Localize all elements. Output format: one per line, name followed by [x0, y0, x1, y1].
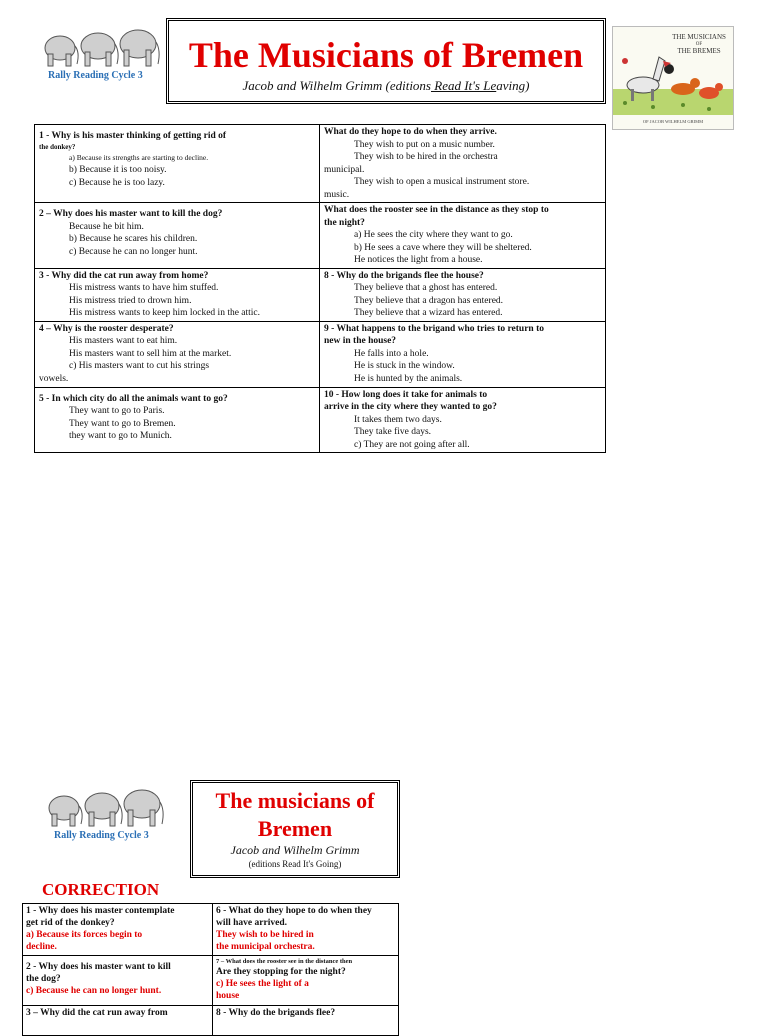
- subtitle-prefix: Jacob and Wilhelm Grimm (editions: [242, 78, 431, 93]
- correction-7-a2: house: [216, 991, 240, 1001]
- question-6-text: What do they hope to do when they arrive.: [324, 127, 497, 137]
- correction-2-q1: 2 - Why does his master want to kill: [26, 962, 171, 972]
- correction-6-a1: They wish to be hired in: [216, 930, 314, 940]
- correction-8-q1: 8 - Why do the brigands flee?: [216, 1008, 336, 1018]
- answer-3a: His mistress wants to have him stuffed.: [69, 283, 219, 293]
- subtitle-link: Read It's Le: [431, 78, 497, 93]
- correction-title-line2: Bremen: [257, 816, 333, 841]
- correction-3-q1: 3 – Why did the cat run away from: [26, 1008, 168, 1018]
- page-title: The Musicians of Bremen: [188, 35, 584, 75]
- cover-title-line2: OF: [695, 42, 703, 47]
- answer-8b: They believe that a dragon has entered.: [354, 295, 504, 306]
- answer-5c: they want to go to Munich.: [69, 431, 172, 441]
- correction-8-cell: [213, 1006, 399, 1036]
- answer-7b: b) He sees a cave where they will be sheltered.: [354, 242, 532, 253]
- question-4-text: 4 – Why is the rooster desperate?: [39, 323, 174, 334]
- answer-6a: They wish to put on a music number.: [354, 139, 495, 150]
- question-10-text-cont: arrive in the city where they wanted to go?: [324, 402, 497, 412]
- answer-10a: It takes them two days.: [354, 414, 442, 425]
- elephants-logo: [40, 22, 162, 72]
- correction-row: [23, 904, 399, 956]
- correction-6-a2: the municipal orchestra.: [216, 942, 315, 952]
- question-10-text: 10 - How long does it take for animals to: [324, 389, 488, 400]
- quiz-row: [35, 268, 606, 321]
- correction-1-cell: [23, 904, 213, 956]
- question-5-cell: [35, 387, 320, 453]
- elephants-logo-correction: [44, 782, 166, 832]
- question-8-text: 8 - Why do the brigands flee the house?: [324, 270, 484, 281]
- correction-title-box: [190, 780, 400, 878]
- question-7-cell: [320, 203, 606, 269]
- answer-10b: They take five days.: [354, 427, 432, 437]
- question-8-cell: [320, 268, 606, 321]
- question-9-text: 9 - What happens to the brigand who tries to return to: [324, 323, 545, 334]
- correction-7-q-small: 7 – What does the rooster see in the distance then: [216, 958, 353, 965]
- correction-6-q1: 6 - What do they hope to do when they: [216, 906, 372, 916]
- question-7-text-cont: the night?: [324, 217, 365, 228]
- answer-3c: His mistress wants to keep him locked in the attic.: [69, 308, 261, 318]
- quiz-row: [35, 125, 606, 203]
- answer-1c: c) Because he is too lazy.: [69, 177, 165, 188]
- quiz-table: [34, 124, 606, 453]
- correction-7-a1: c) He sees the light of a: [216, 979, 309, 989]
- answer-4a: His masters want to eat him.: [69, 336, 178, 346]
- correction-row: [23, 1006, 399, 1036]
- subtitle: [169, 78, 603, 94]
- correction-7-cell: [213, 956, 399, 1006]
- answer-6c: They wish to open a musical instrument store.: [354, 177, 530, 187]
- question-7-text: What does the rooster see in the distance as they stop to: [324, 205, 549, 215]
- correction-table: [22, 903, 399, 1036]
- answer-8c: They believe that a wizard has entered.: [354, 308, 503, 318]
- question-1-cell: [35, 125, 320, 203]
- correction-3-cell: [23, 1006, 213, 1036]
- answer-2c: c) Because he can no longer hunt.: [69, 246, 198, 257]
- answer-2b: b) Because he scares his children.: [69, 234, 198, 244]
- answer-6c-cont: music.: [324, 189, 350, 200]
- question-10-cell: [320, 387, 606, 453]
- correction-row: [23, 956, 399, 1006]
- answer-10c: c) They are not going after all.: [354, 439, 470, 450]
- question-1-text-cont: the donkey?: [39, 142, 76, 151]
- correction-1-a2: decline.: [26, 942, 57, 952]
- correction-6-cell: [213, 904, 399, 956]
- answer-5b: They want to go to Bremen.: [69, 418, 176, 429]
- cover-footer: OF JACOB WILHELM GRIMM: [642, 119, 704, 124]
- correction-1-q1: 1 - Why does his master contemplate: [26, 906, 175, 916]
- question-2-text: 2 – Why does his master want to kill the dog?: [39, 209, 223, 219]
- quiz-row: [35, 387, 606, 453]
- cover-title-line1: THE MUSICIANS: [672, 33, 726, 41]
- answer-9c: He is hunted by the animals.: [354, 373, 463, 384]
- cover-title: [667, 33, 731, 56]
- answer-7c: He notices the light from a house.: [354, 255, 483, 265]
- answer-6b-cont: municipal.: [324, 164, 365, 175]
- correction-subtitle: Jacob and Wilhelm Grimm: [230, 843, 360, 857]
- answer-4c-cont: vowels.: [39, 373, 69, 384]
- correction-7-q1: Are they stopping for the night?: [216, 967, 346, 977]
- answer-7a: a) He sees the city where they want to go.: [354, 230, 513, 240]
- question-3-text: 3 - Why did the cat run away from home?: [39, 270, 209, 281]
- answer-4c: c) His masters want to cut his strings: [69, 361, 210, 371]
- rally-label: Rally Reading Cycle 3: [48, 70, 143, 81]
- correction-2-a1: c) Because he can no longer hunt.: [26, 986, 162, 996]
- cover-title-line3: THE BREMES: [677, 47, 721, 55]
- quiz-row: [35, 321, 606, 387]
- subtitle-suffix: aving): [496, 78, 530, 93]
- question-3-cell: [35, 268, 320, 321]
- book-cover: [612, 26, 734, 130]
- answer-9b: He is stuck in the window.: [354, 361, 455, 371]
- answer-1a: a) Because its strengths are starting to decline.: [69, 152, 209, 162]
- question-9-cell: [320, 321, 606, 387]
- answer-8a: They believe that a ghost has entered.: [354, 283, 498, 293]
- answer-2a: Because he bit him.: [69, 221, 144, 232]
- answer-4b: His masters want to sell him at the market.: [69, 348, 232, 359]
- question-4-cell: [35, 321, 320, 387]
- answer-5a: They want to go to Paris.: [69, 406, 165, 416]
- correction-1-q2: get rid of the donkey?: [26, 918, 115, 928]
- correction-6-q2: will have arrived.: [216, 918, 287, 928]
- correction-2-cell: [23, 956, 213, 1006]
- correction-2-q2: the dog?: [26, 974, 61, 984]
- question-1-text: 1 - Why is his master thinking of getting rid of: [39, 131, 227, 141]
- rally-label-correction: Rally Reading Cycle 3: [54, 830, 149, 841]
- question-6-cell: [320, 125, 606, 203]
- correction-1-a1: a) Because its forces begin to: [26, 930, 143, 940]
- question-2-cell: [35, 203, 320, 269]
- answer-3b: His mistress tried to drown him.: [69, 295, 192, 306]
- question-5-text: 5 - In which city do all the animals want to go?: [39, 393, 228, 404]
- answer-9a: He falls into a hole.: [354, 348, 429, 359]
- correction-title-line1: The musicians of: [215, 788, 375, 813]
- correction-subtitle2: (editions Read It's Going): [248, 859, 342, 869]
- answer-1b: b) Because it is too noisy.: [69, 165, 167, 175]
- question-9-text-cont: new in the house?: [324, 336, 397, 346]
- answer-6b: They wish to be hired in the orchestra: [354, 152, 498, 162]
- correction-label: CORRECTION: [42, 880, 160, 899]
- quiz-row: [35, 203, 606, 269]
- title-box: [166, 18, 606, 104]
